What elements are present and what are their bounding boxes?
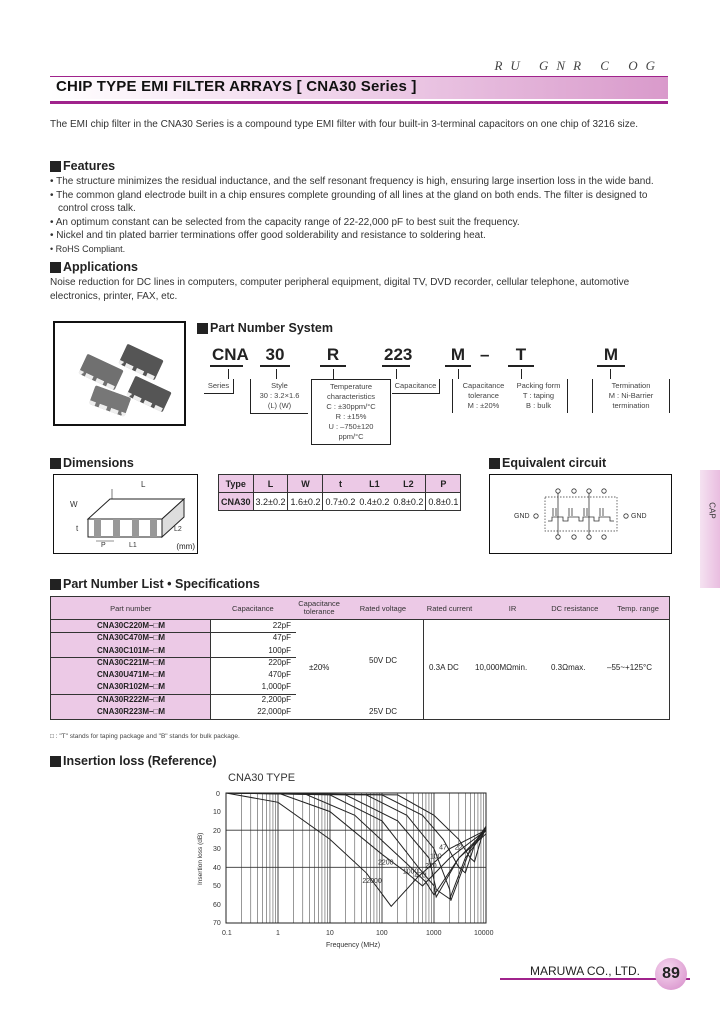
svg-text:L: L — [141, 480, 146, 489]
svg-text:470: 470 — [414, 872, 427, 880]
column-header: P — [426, 475, 461, 493]
feature-item: • Nickel and tin plated barrier terminations offer good solderability and resistance to soldering heat. — [50, 229, 670, 243]
table-row — [51, 706, 296, 718]
part-number-system-heading — [197, 321, 333, 335]
insertion-loss-chart — [190, 785, 510, 955]
pn-code-termination: M — [597, 345, 625, 367]
svg-text:L1: L1 — [129, 542, 137, 549]
table-row — [51, 669, 296, 681]
connector-line — [333, 369, 334, 379]
column-header: Type — [219, 475, 254, 493]
table-row — [51, 645, 296, 657]
connector-line — [276, 369, 277, 379]
rated-current-value: 0.3A DC — [429, 663, 459, 672]
table-row — [51, 694, 296, 706]
svg-text:100: 100 — [430, 853, 442, 861]
table-cell: 0.7±0.2 — [323, 493, 357, 511]
section-marker-icon — [50, 458, 61, 469]
pn-box-line: C : ±30ppm/°C — [326, 402, 376, 411]
insertion-loss-heading-text: Insertion loss (Reference) — [63, 754, 217, 768]
svg-text:Frequency (MHz): Frequency (MHz) — [326, 942, 381, 949]
capacitance: 470pF — [268, 670, 291, 680]
circuit-schematic-icon — [490, 475, 671, 553]
pn-box-line: U : –750±120 — [328, 422, 374, 431]
svg-text:50: 50 — [213, 883, 221, 890]
capacitance: 47pF — [272, 633, 291, 643]
pn-box-line: 30 : 3.2×1.6 — [259, 391, 300, 400]
dimensions-heading-text: Dimensions — [63, 456, 134, 470]
chip-image — [78, 354, 124, 391]
svg-text:10: 10 — [213, 809, 221, 816]
column-header: DC resistance — [551, 603, 599, 613]
pn-box-line: ppm/°C — [338, 432, 364, 441]
section-marker-icon — [50, 262, 61, 273]
capacitance: 22,000pF — [257, 707, 291, 717]
pn-box-line: B : bulk — [525, 401, 551, 410]
svg-text:0.1: 0.1 — [222, 930, 232, 937]
side-tab-label: CAP — [707, 502, 717, 519]
pn-code-temp: R — [320, 345, 346, 367]
part-number: CNA30U471M–□M — [97, 670, 165, 680]
table-cell: 0.8±0.2 — [391, 493, 425, 511]
equivalent-circuit-diagram — [489, 474, 672, 554]
column-header: L — [253, 475, 288, 493]
pn-box-line: Series — [207, 381, 230, 390]
part-rows — [51, 620, 296, 718]
pn-box-line: Termination — [611, 381, 651, 390]
dimensions-table — [218, 474, 461, 511]
curve-2200 — [226, 793, 486, 886]
curve-22000 — [226, 793, 486, 906]
table-row — [219, 493, 461, 511]
svg-text:10: 10 — [326, 930, 334, 937]
part-number: CNA30R102M–□M — [97, 682, 165, 692]
connector-line — [521, 369, 522, 379]
table-row — [51, 620, 296, 632]
connector-line — [396, 369, 397, 379]
pn-box-line: Packing form — [516, 381, 561, 390]
x-tick-labels — [222, 930, 494, 937]
pn-box-line: M : ±20% — [467, 401, 500, 410]
pn-box-packing — [510, 379, 568, 413]
dc-resistance-value: 0.3Ωmax. — [551, 663, 586, 672]
pn-box-capacitance — [392, 379, 440, 394]
intro-text: The EMI chip filter in the CNA30 Series is a compound type EMI filter with four built-in 3-terminal capacitors on one chip of 3216 size. — [50, 119, 639, 130]
table-row — [51, 657, 296, 669]
pn-code-style: 30 — [260, 345, 290, 367]
column-header: Part number — [110, 603, 152, 613]
insertion-loss-heading — [50, 754, 217, 768]
table-cell: 3.2±0.2 — [253, 493, 288, 511]
feature-item: • RoHS Compliant. — [50, 243, 670, 257]
pn-box-temperature — [311, 379, 391, 445]
dimensions-heading — [50, 456, 134, 470]
page-number-badge — [655, 958, 687, 990]
column-header: IR — [508, 603, 517, 613]
part-number: CNA30C220M–□M — [97, 621, 165, 630]
feature-item: • An optimum constant can be selected from the capacity range of 22-22,000 pF to best suit the frequency. — [50, 216, 670, 230]
features-heading-text: Features — [63, 159, 116, 173]
svg-text:20: 20 — [213, 828, 221, 835]
part-number: CNA30C221M–□M — [97, 657, 165, 667]
section-marker-icon — [50, 579, 61, 590]
pn-code-dash: – — [480, 345, 490, 364]
feature-item: • The common gland electrode built in a chip ensures complete grounding of all lines at the gland on both ends. The filter is designed to control cross talk. — [50, 189, 670, 216]
svg-text:0: 0 — [216, 791, 220, 798]
chart-title: CNA30 TYPE — [228, 772, 296, 784]
column-header: L2 — [391, 475, 425, 493]
column-header: Capacitance — [231, 603, 274, 613]
product-photo — [53, 321, 186, 426]
part-number: CNA30R222M–□M — [97, 694, 165, 704]
rated-voltage-50: 50V DC — [369, 656, 398, 665]
pn-code-tolerance: M — [445, 345, 471, 367]
company-name: MARUWA CO., LTD. — [530, 964, 641, 978]
features-heading — [50, 159, 115, 173]
svg-text:GND: GND — [631, 513, 647, 520]
pn-box-style — [250, 379, 308, 414]
packaging-note: □ : "T" stands for taping package and "B" stands for bulk package. — [50, 733, 240, 740]
pns-heading-text: Part Number System — [210, 321, 333, 335]
table-cell: CNA30 — [219, 493, 254, 511]
svg-text:100: 100 — [376, 930, 388, 937]
connector-line — [610, 369, 611, 379]
part-number: CNA30R223M–□M — [97, 707, 165, 717]
svg-text:70: 70 — [213, 920, 221, 927]
pn-code-capacitance: 223 — [382, 345, 410, 367]
chip-image — [118, 344, 164, 381]
connector-line — [228, 369, 229, 379]
pn-box-series — [204, 379, 234, 394]
table-row — [51, 632, 296, 644]
title-underline — [50, 101, 668, 104]
svg-text:2200: 2200 — [378, 859, 394, 867]
table-header-row — [51, 597, 669, 620]
section-marker-icon — [489, 458, 500, 469]
table-cell: 0.4±0.2 — [357, 493, 391, 511]
svg-text:40: 40 — [213, 865, 221, 872]
table-cell: 0.8±0.1 — [426, 493, 461, 511]
y-tick-labels — [213, 791, 221, 927]
section-marker-icon — [50, 161, 61, 172]
page-number: 89 — [662, 965, 680, 982]
table-cell: 1.6±0.2 — [288, 493, 323, 511]
column-header: Rated current — [426, 603, 473, 613]
pn-code-packing: T — [508, 345, 534, 367]
catalog-section-label: RU GNR C OG — [494, 58, 663, 73]
applications-heading-text: Applications — [63, 260, 139, 274]
unit-label: (mm) — [176, 542, 195, 551]
capacitance: 22pF — [272, 621, 291, 630]
section-marker-icon — [50, 756, 61, 767]
applications-heading — [50, 260, 138, 274]
capacitance: 100pF — [268, 645, 291, 655]
feature-item: • The structure minimizes the residual inductance, and the self resonant frequency is high, ensuring large insertion loss in the wide band. — [50, 175, 670, 189]
column-header: t — [323, 475, 357, 493]
table-header-row — [219, 475, 461, 493]
svg-text:1: 1 — [276, 930, 280, 937]
column-header: Rated voltage — [359, 603, 407, 613]
svg-text:220: 220 — [424, 863, 437, 870]
svg-text:L2: L2 — [174, 526, 182, 533]
svg-text:GND: GND — [514, 513, 530, 520]
column-header: L1 — [357, 475, 391, 493]
rated-voltage-25: 25V DC — [369, 707, 398, 716]
svg-text:22000: 22000 — [362, 877, 382, 885]
svg-text:10000: 10000 — [474, 930, 494, 937]
pn-box-line: R : ±15% — [335, 412, 367, 421]
capacitance: 220pF — [268, 657, 291, 667]
part-number: CNA30C470M–□M — [97, 633, 165, 643]
connector-line — [458, 369, 459, 379]
section-marker-icon — [197, 323, 208, 334]
spec-table — [50, 596, 670, 720]
pn-box-line: Capacitance tolerance — [462, 381, 505, 400]
pn-box-line: Style — [271, 381, 288, 390]
column-divider — [423, 620, 424, 719]
pn-box-tolerance — [452, 379, 514, 413]
page-title: CHIP TYPE EMI FILTER ARRAYS [ CNA30 Series ] — [56, 78, 417, 95]
pn-box-line: Capacitance — [394, 381, 437, 390]
column-header: W — [288, 475, 323, 493]
pn-box-line: M : Ni-Barrier termination — [608, 391, 654, 410]
svg-text:t: t — [76, 524, 79, 533]
svg-text:1000: 1000 — [426, 930, 442, 937]
part-number: CNA30C101M–□M — [97, 645, 165, 655]
side-index-tab — [700, 470, 720, 588]
tolerance-value: ±20% — [309, 663, 330, 672]
temp-range-value: –55~+125°C — [607, 663, 653, 672]
column-header: Temp. range — [617, 603, 659, 613]
chip-image — [89, 385, 132, 417]
svg-text:30: 30 — [213, 846, 221, 853]
column-header: Capacitance tolerance — [298, 599, 340, 616]
table-row — [51, 681, 296, 693]
dimension-drawing — [53, 474, 198, 554]
chip-image — [126, 376, 172, 413]
capacitance: 2,200pF — [261, 694, 291, 704]
pn-box-line: Temperature characteristics — [327, 382, 375, 401]
svg-text:22: 22 — [454, 844, 463, 852]
capacitance: 1,000pF — [261, 682, 291, 692]
pn-box-line: T : taping — [522, 391, 555, 400]
eq-heading-text: Equivalent circuit — [502, 456, 607, 470]
pn-box-line: (L) (W) — [267, 401, 292, 410]
spec-list-heading — [50, 577, 260, 591]
svg-text:P: P — [101, 542, 106, 549]
pn-box-termination — [592, 379, 670, 413]
svg-text:1000: 1000 — [402, 868, 419, 876]
svg-text:60: 60 — [213, 902, 221, 909]
svg-text:Insertion loss (dB): Insertion loss (dB) — [197, 832, 204, 885]
ir-value: 10,000MΩmin. — [475, 663, 528, 672]
pn-code-series: CNA — [210, 345, 243, 367]
spec-heading-text: Part Number List • Specifications — [63, 577, 260, 591]
spec-table-body — [51, 620, 669, 719]
svg-text:W: W — [70, 500, 78, 509]
equivalent-circuit-heading — [489, 456, 606, 470]
applications-text: Noise reduction for DC lines in computers, computer peripheral equipment, digital TV, DVD recorder, cellular telephone, automotive electronics, printer, FAX, etc. — [50, 277, 630, 302]
svg-text:47: 47 — [439, 844, 447, 852]
features-list — [50, 175, 670, 256]
